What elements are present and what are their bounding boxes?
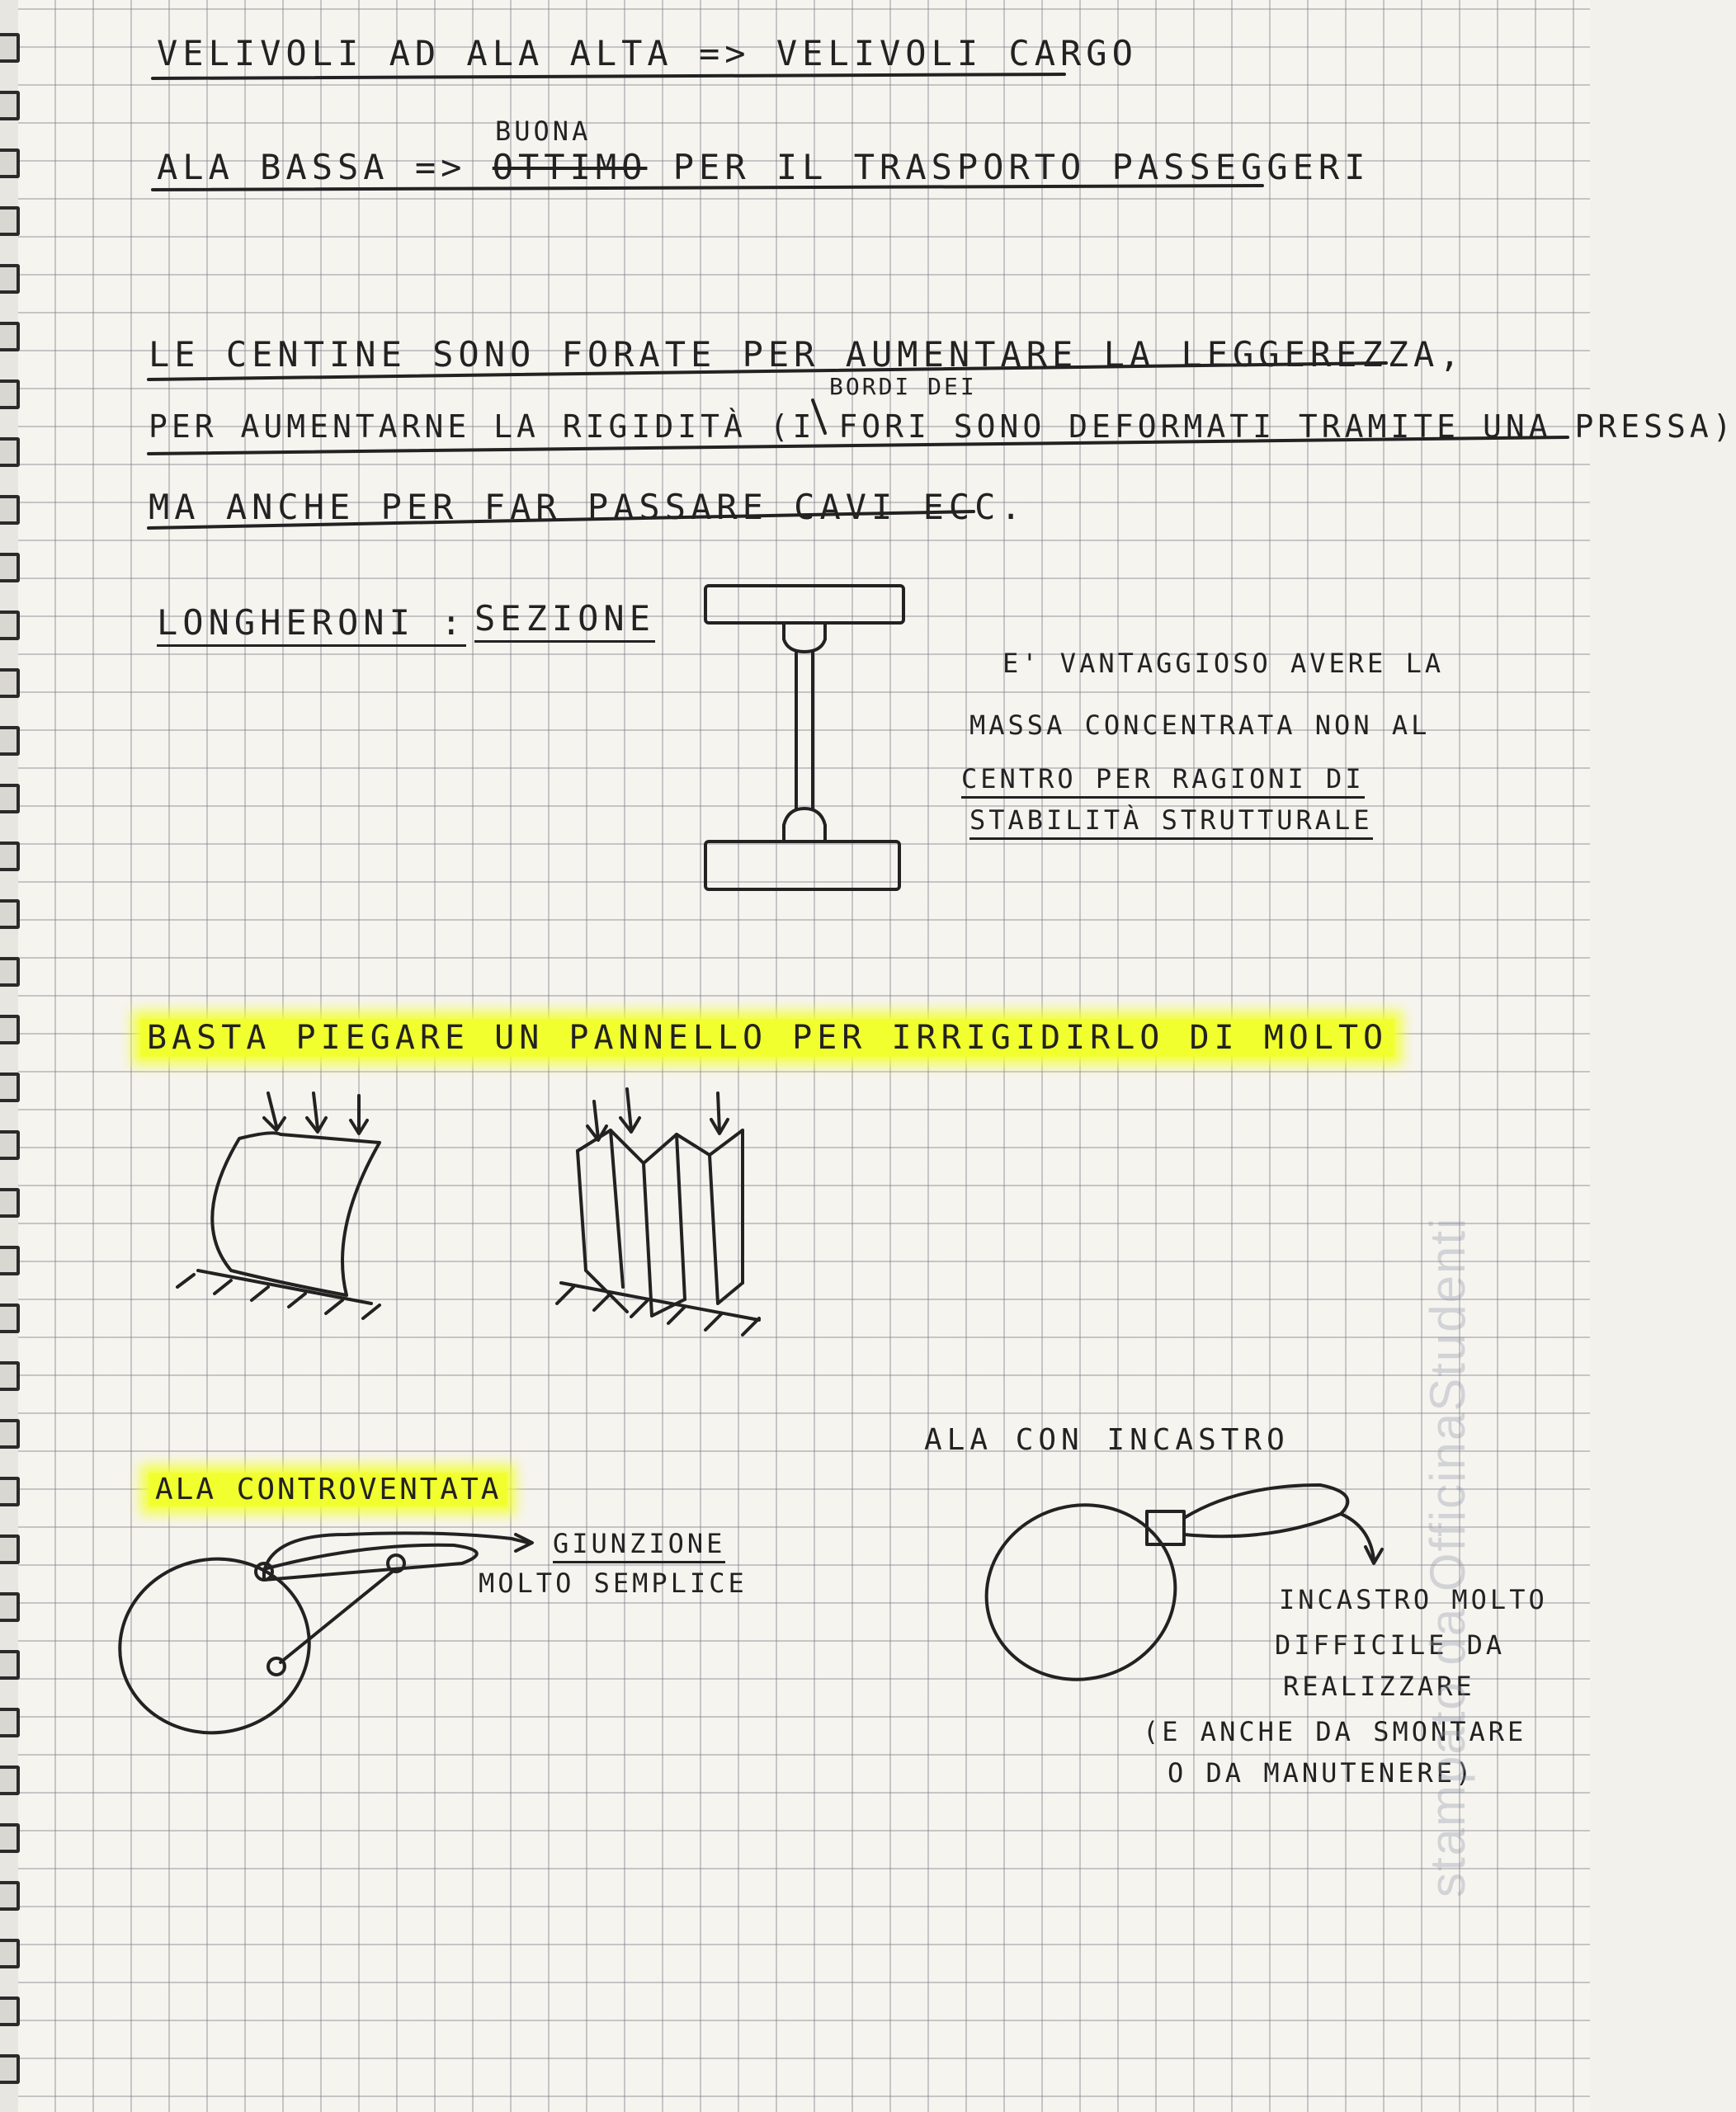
incastro-note-2: DIFFICILE DA [1275,1629,1506,1661]
incastro-note-5: O DA MANUTENERE) [1168,1757,1475,1789]
incastro-note-3: REALIZZARE [1283,1671,1475,1702]
centine-line-3: MA ANCHE PER FAR PASSARE CAVI ECC. [149,487,1026,527]
centine-line-2-b: FORI SONO DEFORMATI TRAMITE UNA PRESSA) [838,408,1736,445]
underline-strokes [149,74,1568,528]
sezione-label: SEZIONE [474,598,655,643]
incastro-note-1: INCASTRO MOLTO [1279,1584,1548,1615]
centine-line-2-a: PER AUMENTARNE LA RIGIDITÀ (I [149,408,816,445]
struck-word: OTTIMO [492,147,648,187]
ala-bassa-prefix: ALA BASSA => [157,147,467,187]
vantaggio-line-4: STABILITÀ STRUTTURALE [969,804,1373,840]
note-line-cargo: VELIVOLI AD ALA ALTA => VELIVOLI CARGO [157,33,1138,73]
longheroni-label: LONGHERONI : [157,602,466,647]
vantaggio-line-1: E' VANTAGGIOSO AVERE LA [1002,648,1445,679]
incastro-note-4: (E ANCHE DA SMONTARE [1143,1716,1527,1747]
highlight-panel-note: BASTA PIEGARE UN PANNELLO PER IRRIGIDIRLO DI MOLTO [140,1019,1394,1057]
flat-panel-drawing [177,1093,380,1318]
corrugated-panel-drawing [557,1089,759,1335]
watermark: stampato da OfficinaStudenti [1420,1216,1475,1898]
giunzione-line-1: GIUNZIONE [553,1528,725,1563]
cantilever-wing-drawing [967,1484,1382,1700]
centine-line-1: LE CENTINE SONO FORATE PER AUMENTARE LA LEGGEREZZA, [149,334,1465,375]
inserted-word-buona: BUONA [495,116,592,147]
ala-controventata-label: ALA CONTROVENTATA [149,1473,507,1506]
inserted-bordi-dei: BORDI DEI [829,373,977,400]
giunzione-line-2: MOLTO SEMPLICE [479,1568,748,1599]
ala-incastro-label: ALA CON INCASTRO [924,1423,1290,1457]
i-beam-section-drawing [705,586,903,889]
ala-bassa-rest: PER IL TRASPORTO PASSEGGERI [672,147,1370,187]
vantaggio-line-2: MASSA CONCENTRATA NON AL [969,710,1431,741]
braced-wing-drawing [106,1533,532,1747]
vantaggio-line-3: CENTRO PER RAGIONI DI [961,763,1365,799]
